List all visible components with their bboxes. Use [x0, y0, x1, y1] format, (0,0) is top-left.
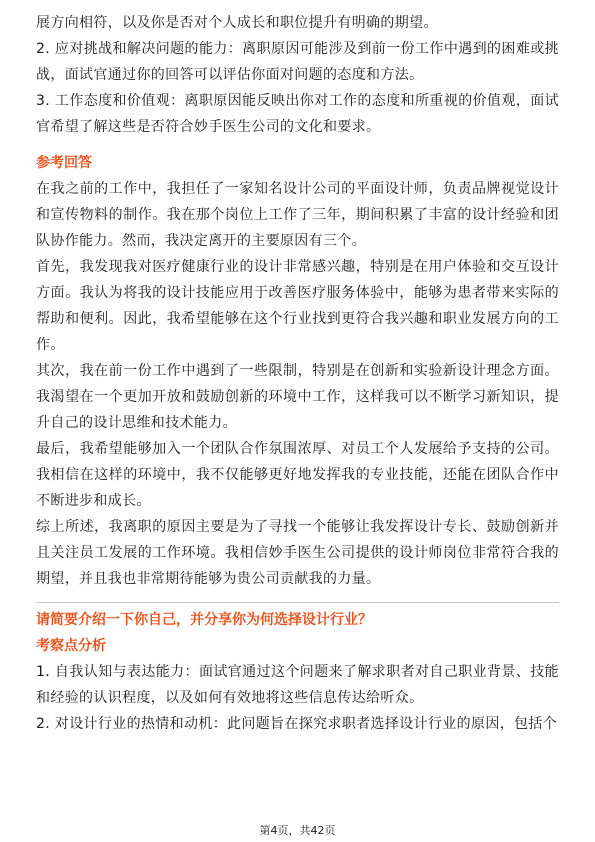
reference-paragraph: 其次，我在前一份工作中遇到了一些限制，特别是在创新和实验新设计理念方面。我渴望在一个更加开放和鼓励创新的环境中工作，这样我可以不断学习新知识，提升自己的设计思维和技术能力。 [36, 363, 559, 431]
analysis-point: 1. 自我认知与表达能力：面试官通过这个问题来了解求职者对自己职业背景、技能和经验的认识程度，以及如何有效地将这些信息传达给听众。 [36, 664, 559, 706]
question-title: 请简要介绍一下你自己，并分享你为何选择设计行业？ [36, 612, 372, 628]
previous-analysis-continuation [36, 0, 559, 140]
reference-paragraph: 在我之前的工作中，我担任了一家知名设计公司的平面设计师，负责品牌视觉设计和宣传物料的制作。我在那个岗位上工作了三年，期间积累了丰富的设计经验和团队协作能力。然而，我决定离开的主要原因有三个。 [36, 181, 559, 249]
analysis-point-3: 3. 工作态度和价值观：离职原因能反映出你对工作的态度和所重视的价值观，面试官希望了解这些是否符合妙手医生公司的文化和要求。 [36, 93, 559, 135]
reference-paragraph: 最后，我希望能够加入一个团队合作氛围浓厚、对员工个人发展给予支持的公司。我相信在这样的环境中，我不仅能够更好地发挥我的专业技能，还能在团队合作中不断进步和成长。 [36, 441, 559, 509]
reference-answer-section [36, 150, 559, 592]
analysis-point-1-tail: 展方向相符，以及你是否对个人成长和职位提升有明确的期望。 [36, 15, 438, 31]
reference-paragraph: 首先，我发现我对医疗健康行业的设计非常感兴趣，特别是在用户体验和交互设计方面。我认为将我的设计技能应用于改善医疗服务体验中，能够为患者带来实际的帮助和便利。因此，我希望能够在这个行业找到更符合我兴趣和职业发展方向的工作。 [36, 259, 559, 353]
document-page [36, 0, 559, 842]
analysis-heading: 考察点分析 [36, 638, 106, 654]
page-number: 第4页，共42页 [259, 824, 336, 837]
reference-paragraph: 综上所述，我离职的原因主要是为了寻找一个能够让我发挥设计专长、鼓励创新并且关注员工发展的工作环境。我相信妙手医生公司提供的设计师岗位非常符合我的期望，并且我也非常期待能够为贵公司贡献我的力量。 [36, 519, 559, 587]
reference-answer-heading: 参考回答 [36, 155, 92, 171]
section-divider [36, 602, 559, 603]
analysis-point: 2. 对设计行业的热情和动机：此问题旨在探究求职者选择设计行业的原因，包括个 [36, 716, 558, 732]
question-section [36, 607, 559, 737]
analysis-point-2: 2. 应对挑战和解决问题的能力：离职原因可能涉及到前一份工作中遇到的困难或挑战，面试官通过你的回答可以评估你面对问题的态度和方法。 [36, 41, 559, 83]
